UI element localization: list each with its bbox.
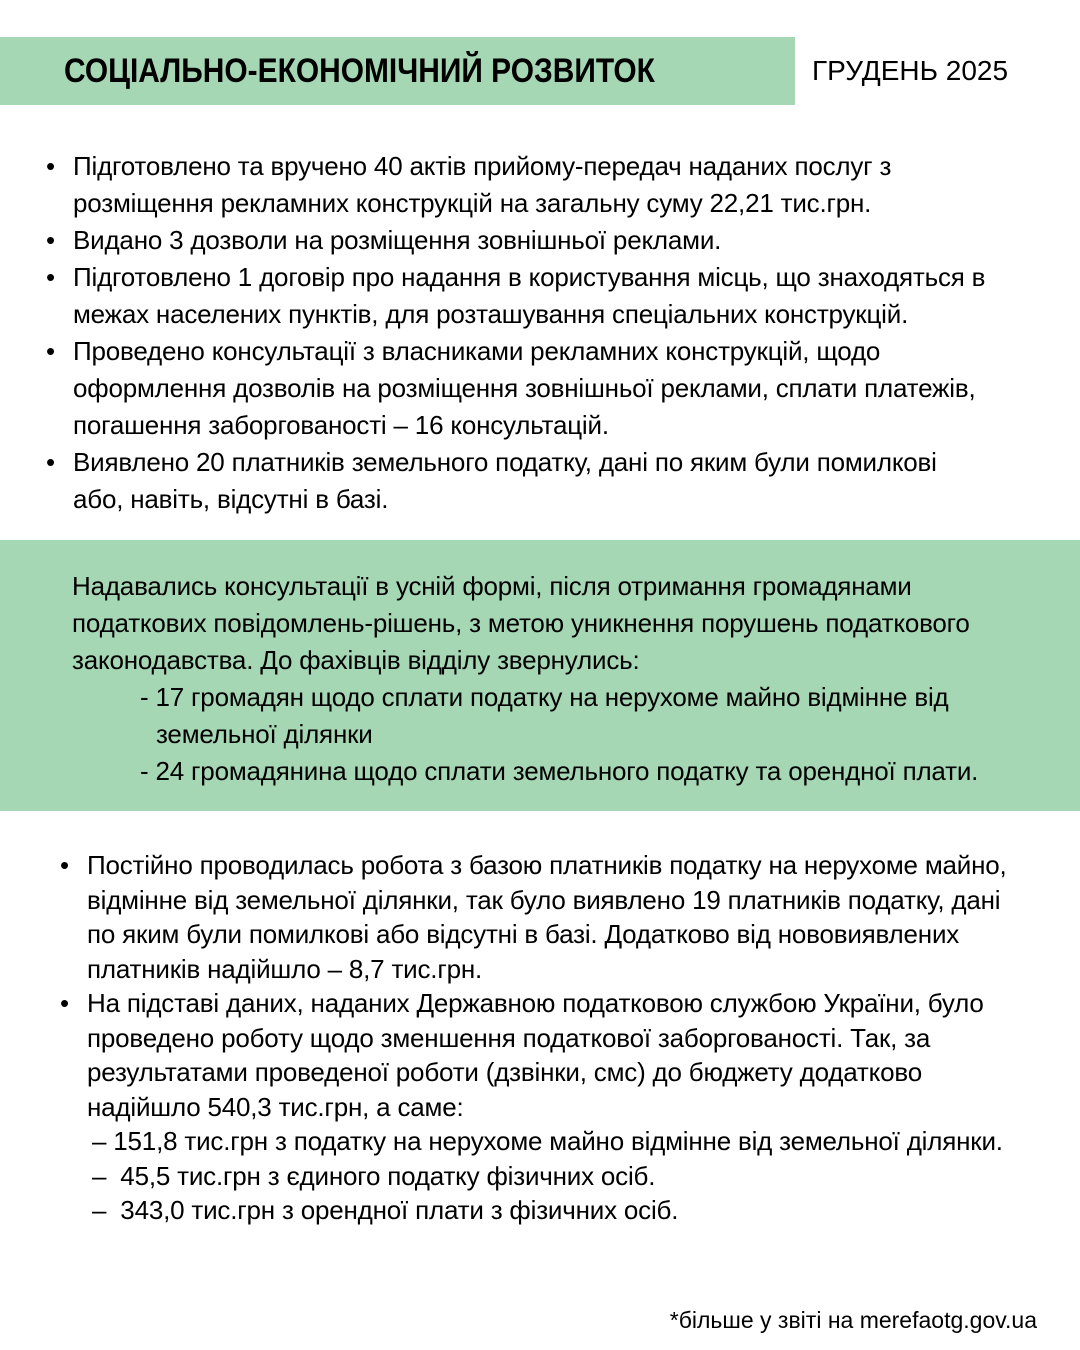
list-item-text: Постійно проводилась робота з базою платників податку на нерухоме майно, відмінне від земельної ділянки, так було виявлено 19 платників податку, дані по яким були помилкові або відсутні в базі. Додатково від нововиявлених платників надійшло – 8,7 тис.грн. <box>87 850 1007 984</box>
sub-item: – 45,5 тис.грн з єдиного податку фізичних осіб. <box>92 1160 656 1191</box>
list-item: • Проведено консультації з власниками рекламних конструкцій, щодо оформлення дозволів на розміщення зовнішньої реклами, сплати платежів, погашення заборгованості – 16 консультацій. <box>0 333 988 444</box>
consultations-item: - 24 громадянина щодо сплати земельного податку та орендної плати. <box>140 756 979 786</box>
footer-note: *більше у звіті на merefaotg.gov.ua <box>669 1307 1037 1333</box>
consultations-panel <box>0 540 1080 811</box>
activity-list-bottom <box>0 848 1080 1228</box>
list-item: • Виявлено 20 платників земельного податку, дані по яким були помилкові або, навіть, відсутні в базі. <box>0 444 988 518</box>
consultations-intro: Надавались консультації в усній формі, після отримання громадянами податкових повідомлень-рішень, з метою уникнення порушень податкового законодавства. До фахівців відділу звернулись: <box>72 571 970 675</box>
report-date: ГРУДЕНЬ 2025 <box>812 55 1009 86</box>
list-item <box>0 848 1027 986</box>
list-item: • Підготовлено 1 договір про надання в користування місць, що знаходяться в межах населених пунктів, для розташування спеціальних конструкцій. <box>0 259 988 333</box>
sub-item: – 151,8 тис.грн з податку на нерухоме майно відмінне від земельної ділянки. <box>92 1126 1003 1156</box>
activity-list-top <box>0 148 1080 518</box>
page-title <box>64 52 655 91</box>
list-item: • Видано 3 дозволи на розміщення зовнішньої реклами. <box>0 222 988 259</box>
page-title-text: СОЦІАЛЬНО-ЕКОНОМІЧНИЙ РОЗВИТОК <box>64 51 655 90</box>
list-item <box>0 986 1027 1228</box>
list-item: • Підготовлено та вручено 40 актів прийому-передач наданих послуг з розміщення рекламних конструкцій на загальну суму 22,21 тис.грн. <box>0 148 988 222</box>
title-bar <box>0 37 795 105</box>
list-item-text: На підставі даних, наданих Державною податковою службою України, було проведено роботу щодо зменшення податкової заборгованості. Так, за результатами проведеної роботи (дзвінки, смс) до бюджету додатково надійшло 540,3 тис.грн, а саме: <box>87 988 984 1122</box>
sub-item: – 343,0 тис.грн з орендної плати з фізичних осіб. <box>92 1195 679 1225</box>
header <box>0 0 1080 105</box>
consultations-item: - 17 громадян щодо сплати податку на нерухоме майно відмінне від земельної ділянки <box>140 682 956 749</box>
